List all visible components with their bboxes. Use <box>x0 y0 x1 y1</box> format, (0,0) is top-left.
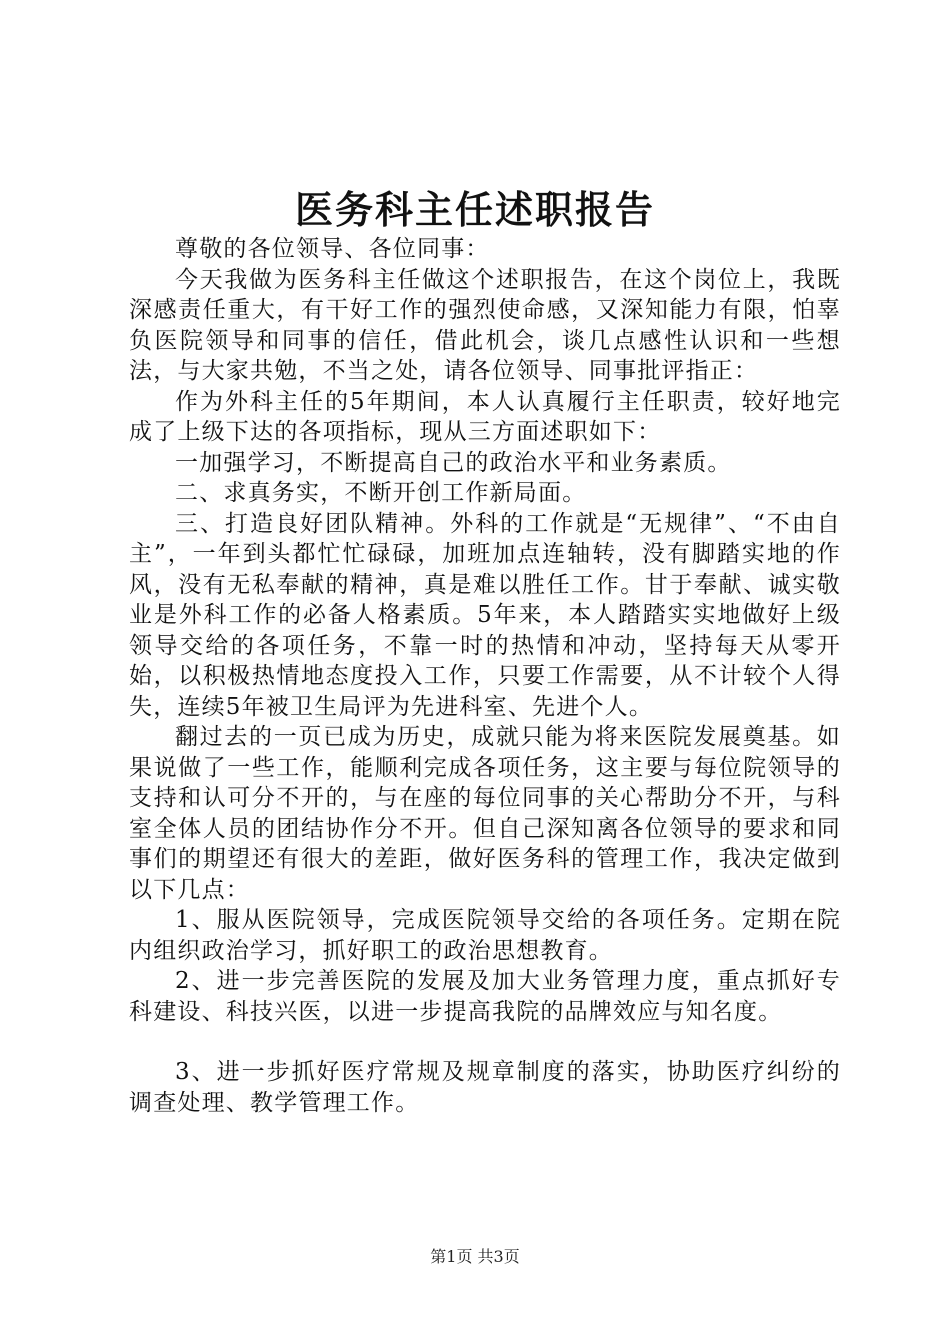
plan-item-2: 2、进一步完善医院的发展及加大业务管理力度，重点抓好专科建设、科技兴医，以进一步提高我院的品牌效应与知名度。 <box>129 968 841 1025</box>
point-one: 一加强学习，不断提高自己的政治水平和业务素质。 <box>175 449 732 476</box>
document-title: 医务科主任述职报告 <box>294 187 655 232</box>
salutation: 尊敬的各位领导、各位同事： <box>175 236 490 262</box>
point-three: 三、打造良好团队精神。外科的工作就是“无规律”、“不由自主”，一年到头都忙忙碌碌，加班加点连轴转，没有脚踏实地的作风，没有无私奉献的精神，真是难以胜任工作。甘于奉献、诚实敬业是外科工作的必备人格素质。5年来，本人踏踏实实地做好上级领导交给的各项任务，不靠一时的热情和冲动，坚持每天从零开始，以积极热情地态度投入工作，只要工作需要，从不计较个人得失，连续5年被卫生局评为先进科室、先进个人。 <box>129 510 841 720</box>
page-footer: 第1页 共3页 <box>430 1247 520 1266</box>
paragraph-summary: 作为外科主任的5年期间，本人认真履行主任职责，较好地完成了上级下达的各项指标，现从三方面述职如下： <box>129 388 841 445</box>
plan-item-3: 3、进一步抓好医疗常规及规章制度的落实，协助医疗纠纷的调查处理、教学管理工作。 <box>129 1059 841 1116</box>
blank-line <box>129 1027 841 1057</box>
paragraph-intro: 今天我做为医务科主任做这个述职报告，在这个岗位上，我既深感责任重大，有干好工作的强烈使命感，又深知能力有限，怕辜负医院领导和同事的信任，借此机会，谈几点感性认识和一些想法，与大家共勉，不当之处，请各位领导、同事批评指正： <box>129 266 841 384</box>
plan-item-1: 1、服从医院领导，完成医院领导交给的各项任务。定期在院内组织政治学习，抓好职工的政治思想教育。 <box>129 907 841 964</box>
paragraph-reflection: 翻过去的一页已成为历史，成就只能为将来医院发展奠基。如果说做了一些工作，能顺利完成各项任务，这主要与每位院领导的支持和认可分不开的，与在座的每位同事的关心帮助分不开，与科室全体人员的团结协作分不开。但自己深知离各位领导的要求和同事们的期望还有很大的差距，做好医务科的管理工作，我决定做到以下几点： <box>129 724 841 903</box>
document-body <box>129 234 841 1118</box>
point-two: 二、求真务实，不断开创工作新局面。 <box>175 480 587 506</box>
